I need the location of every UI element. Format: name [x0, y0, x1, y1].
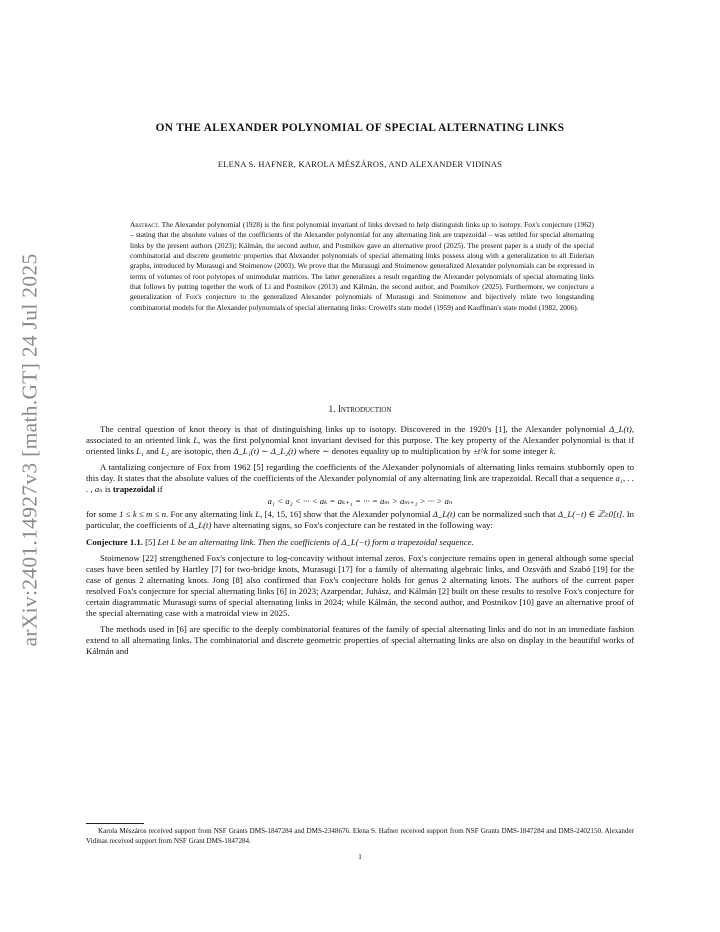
trapezoidal-term: trapezoidal: [112, 484, 156, 494]
section-title: Introduction: [337, 405, 392, 415]
paragraph-1: The central question of knot theory is that of distinguishing links up to isotopy. Discovered in the 1920's [1], the Alexander polynomial Δ_L(t), associated to an oriented link L, was the first polynomial knot invariant devised for this purpose. The key property of the Alexander polynomial is that if oriented links L₁ and L₂ are isotopic, then Δ_L₁(t) ∼ Δ_L₂(t) where ∼ denotes equality up to multiplication by ±t^k for some integer k.: [86, 424, 635, 456]
paragraph-3: for some 1 ≤ k ≤ m ≤ n. For any alternating link L, [4, 15, 16] show that the Alexander polynomial Δ_L(t) can be normalized such that Δ_L(−t) ∈ ℤ≥0[t]. In particular, the coefficients of Δ_L(t) have alternating signs, so Fox's conjecture can be restated in the following way:: [86, 509, 635, 530]
math-inline: Δ_L(t): [188, 520, 212, 530]
math-inline: Δ_L(−t): [341, 537, 370, 547]
body-text: [86, 424, 634, 657]
abstract: [130, 220, 594, 313]
footnote-divider: [86, 823, 144, 824]
math-inline: L₂: [161, 446, 169, 456]
section-heading: [86, 405, 634, 415]
paragraph-4: Stoimenow [22] strengthened Fox's conjecture to log-concavity without internal zeros. Fox's conjecture remains open in general although some special cases have been settled by Hartley [7] for two-bridge knots, Murasugi [17] for a family of alternating algebraic links, and Ozsváth and Szabó [19] for the case of genus 2 alternating knots. Jong [8] also confirmed that Fox's conjecture holds for genus 2 alternating knots. The authors of the current paper resolved Fox's conjecture for special alternating links [6] in 2023; Azarpendar, Juhász, and Kálmán [2] built on these results to resolve Fox's conjecture for certain diagrammatic Murasugi sums of special alternating links in 2024; while Kálmán, the second author, and Postnikov [10] gave an alternative proof of the special alternating case with a matroidal view in 2025.: [86, 553, 634, 618]
paper-authors: ELENA S. HAFNER, KAROLA MÉSZÁROS, AND ALEXANDER VIDINAS: [217, 160, 503, 169]
paper-title: ON THE ALEXANDER POLYNOMIAL OF SPECIAL ALTERNATING LINKS: [155, 122, 565, 134]
math-inline: L: [193, 435, 199, 445]
paragraph-5: The methods used in [6] are specific to the deeply combinatorial features of the family of special alternating links and do not in an immediate fashion extend to all alternating links. The combinatorial and discrete geometric properties of special alternating links are also on display in the beautiful works of Kálmán and: [86, 624, 634, 656]
math-inline: a₁, . . . , aₙ: [86, 473, 635, 494]
arxiv-sidebar: [10, 250, 50, 650]
math-inline: L: [255, 509, 261, 519]
math-inline: k: [549, 446, 554, 456]
math-inline: L: [170, 537, 176, 547]
arxiv-identifier: arXiv:2401.14927v3 [math.GT] 24 Jul 2025: [17, 253, 42, 647]
section-number: 1.: [328, 405, 336, 415]
math-inline: Δ_L(t): [609, 424, 632, 434]
conjecture-1-1: Conjecture 1.1. [5] Let L be an alternating link. Then the coefficients of Δ_L(−t) form a trapezoidal sequence.: [86, 537, 474, 547]
paragraph-2: A tantalizing conjecture of Fox from 1962 [5] regarding the coefficients of the Alexander polynomials of alternating links remains stubbornly open to this day. It states that the absolute values of the coefficients of the Alexander polynomial of any alternating link are trapezoidal. Recall that a sequence a₁, . . . , aₙ is trapezoidal if: [86, 462, 635, 494]
abstract-label: Abstract.: [130, 220, 160, 229]
abstract-text: The Alexander polynomial (1928) is the first polynomial invariant of links devised to help distinguish links up to isotopy. Fox's conjecture (1962) – stating that the absolute values of the coefficients of the Alexander polynomial for any alternating link are trapezoidal – was settled for special alternating links by the present authors (2023); Kálmán, the second author, and Postnikov gave an alternative proof (2025). The present paper is a study of the special combinatorial and discrete geometric properties that Alexander polynomials of special alternating links possess along with a generalization to all Eulerian graphs, introduced by Murasugi and Stoimenow (2003). We prove that the Murasugi and Stoimenow generalized Alexander polynomials can be expressed in terms of volumes of root polytopes of unimodular matrices. The latter generalizes a result regarding the Alexander polynomials of special alternating links that follows by putting together the work of Li and Postnikov (2013) and Kálmán, the second author, and Postnikov (2025). Furthermore, we conjecture a generalization of Fox's conjecture to the generalized Alexander polynomials of Murasugi and Stoimenow and bijectively relate two longstanding combinatorial models for the Alexander polynomials of special alternating links: Crowell's state model (1959) and Kauffman's state model (1982, 2006).: [130, 220, 594, 312]
display-formula: a₁ < a₂ < ··· < aₖ = aₖ₊₁ = ··· = aₘ > aₘ₊₁ > ··· > aₙ: [267, 496, 453, 506]
conjecture-ref: [5]: [145, 537, 156, 547]
math-inline: Δ_L₁(t) ∼ Δ_L₂(t): [233, 446, 297, 456]
conjecture-label: Conjecture 1.1.: [86, 537, 143, 547]
math-inline: 1 ≤ k ≤ m ≤ n: [119, 509, 167, 519]
math-inline: Δ_L(t): [432, 509, 456, 519]
math-inline: ±t^k: [473, 446, 488, 456]
footnote: Karola Mészáros received support from NSF Grants DMS-1847284 and DMS-2348676. Elena S. Hafner received support from NSF Grants DMS-1847284 and DMS-2402150. Alexander Vidinas received support from NSF Grant DMS-1847284.: [86, 827, 634, 845]
math-inline: L₁: [136, 446, 144, 456]
page-number: 1: [358, 853, 362, 861]
math-inline: Δ_L(−t) ∈ ℤ≥0[t]: [557, 509, 623, 519]
